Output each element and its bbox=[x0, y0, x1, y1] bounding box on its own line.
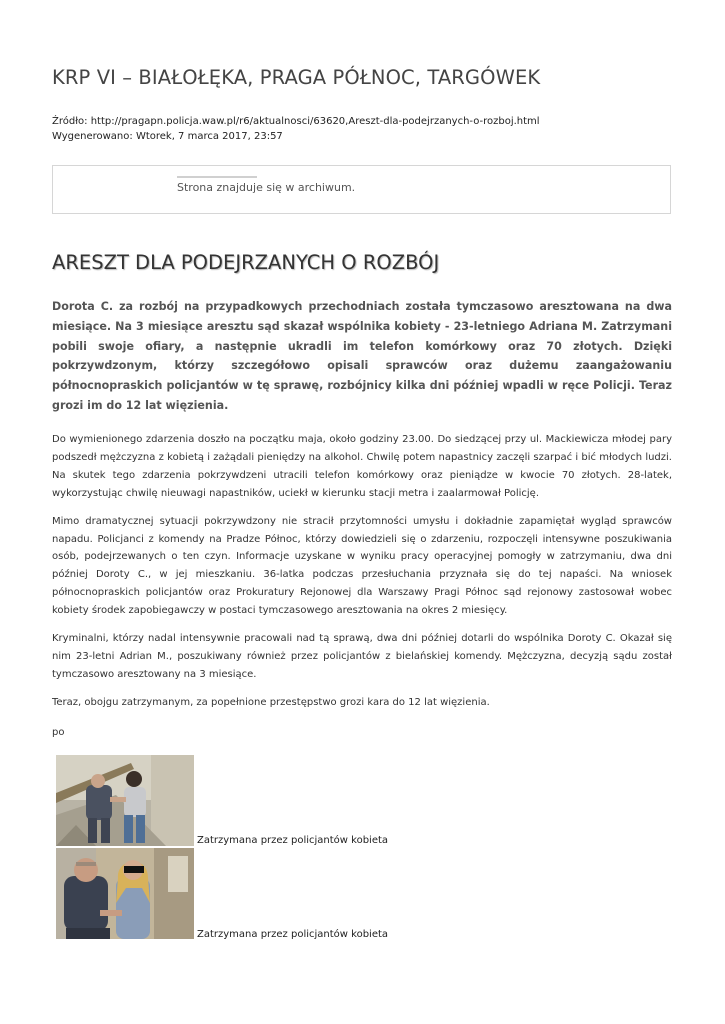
article-paragraph: po bbox=[52, 726, 65, 738]
generated-date-line: Wygenerowano: Wtorek, 7 marca 2017, 23:57 bbox=[52, 131, 283, 142]
article-paragraph: Kryminalni, którzy nadal intensywnie pracowali nad tą sprawą, dwa dni później dotarli do wspólnika Doroty C. Okazał się nim 23-letni Adrian M., poszukiwany również przez policjantów z bielańskiej komendy. Mężczyzna, decyzją sądu został tymczasowo aresztowany na 3 miesiące. bbox=[52, 633, 672, 680]
article-paragraph: Mimo dramatycznej sytuacji pokrzywdzony nie stracił przytomności umysłu i dokładnie zapamiętał wygląd sprawców napadu. Policjanci z komendy na Pradze Północ, którzy dowiedzieli się o zdarzeniu, rozpoczęli intensywne poszukiwania osób, podejrzewanych o ten czyn. Informacje uzyskane w wyniku pracy operacyjnej pomogły w zatrzymaniu, dwa dni później Doroty C., w jej mieszkaniu. 36-latka podczas przesłuchania przyznała się do tej napaści. Na wniosek północnopraskich policjantów oraz Prokuratury Rejonowej dla Warszawy Pragi Północ sąd rejonowy zastosował wobec kobiety środek zapobiegawczy w postaci tymczasowego aresztowania na okres 2 miesięcy. bbox=[52, 515, 672, 617]
archive-notice-text: Strona znajduje się w archiwum. bbox=[177, 181, 356, 194]
archive-notice-bar bbox=[177, 176, 257, 178]
article-paragraph: Do wymienionego zdarzenia doszło na początku maja, około godziny 23.00. Do siedzącej przy ul. Mackiewicza młodej pary podszedł mężczyzna z kobietą i zażądali pieniędzy na alkohol. Chwilę potem napastnicy zaczęli szarpać i bić młodych ludzi. Na skutek tego zdarzenia pokrzywdzeni utracili telefon komórkowy oraz pieniądze w kwocie 70 złotych. 28-latek, wykorzystując chwilę nieuwagi napastników, uciekł w kierunku stacji metra i zaalarmował Policję. bbox=[52, 434, 672, 499]
source-url-line[interactable]: Źródło: http://pragapn.policja.waw.pl/r6/aktualnosci/63620,Areszt-dla-podejrzanych-o-rozboj.html bbox=[52, 116, 540, 127]
article-paragraph: Teraz, obojgu zatrzymanym, za popełnione przestępstwo grozi kara do 12 lat więzienia. bbox=[52, 696, 490, 708]
article-body bbox=[52, 431, 672, 752]
photo-caption: Zatrzymana przez policjantów kobieta bbox=[197, 929, 389, 940]
photo-caption: Zatrzymana przez policjantów kobieta bbox=[197, 835, 389, 846]
site-title: KRP VI – BIAŁOŁĘKA, PRAGA PÓŁNOC, TARGÓWEK bbox=[52, 66, 541, 89]
arrest-photo-stairs[interactable] bbox=[56, 755, 194, 846]
article-lead: Dorota C. za rozbój na przypadkowych przechodniach została tymczasowo aresztowana na dwa miesiące. Na 3 miesiące aresztu sąd skazał wspólnika kobiety - 23-letniego Adriana M. Zatrzymani pobili swoje ofiary, a następnie ukradli im telefon komórkowy oraz 70 złotych. Dzięki pokrzywdzonym, którzy szczegółowo opisali sprawców oraz dużemu zaangażowaniu północnopraskich policjantów w tę sprawę, rozbójnicy kilka dni później wpadli w ręce Policji. Teraz grozi im do 12 lat więzienia. bbox=[52, 300, 672, 412]
arrest-photo-corridor[interactable] bbox=[56, 848, 194, 939]
article-title: ARESZT DLA PODEJRZANYCH O ROZBÓJ bbox=[52, 251, 440, 274]
document-meta bbox=[52, 114, 540, 144]
archive-notice bbox=[52, 165, 671, 214]
